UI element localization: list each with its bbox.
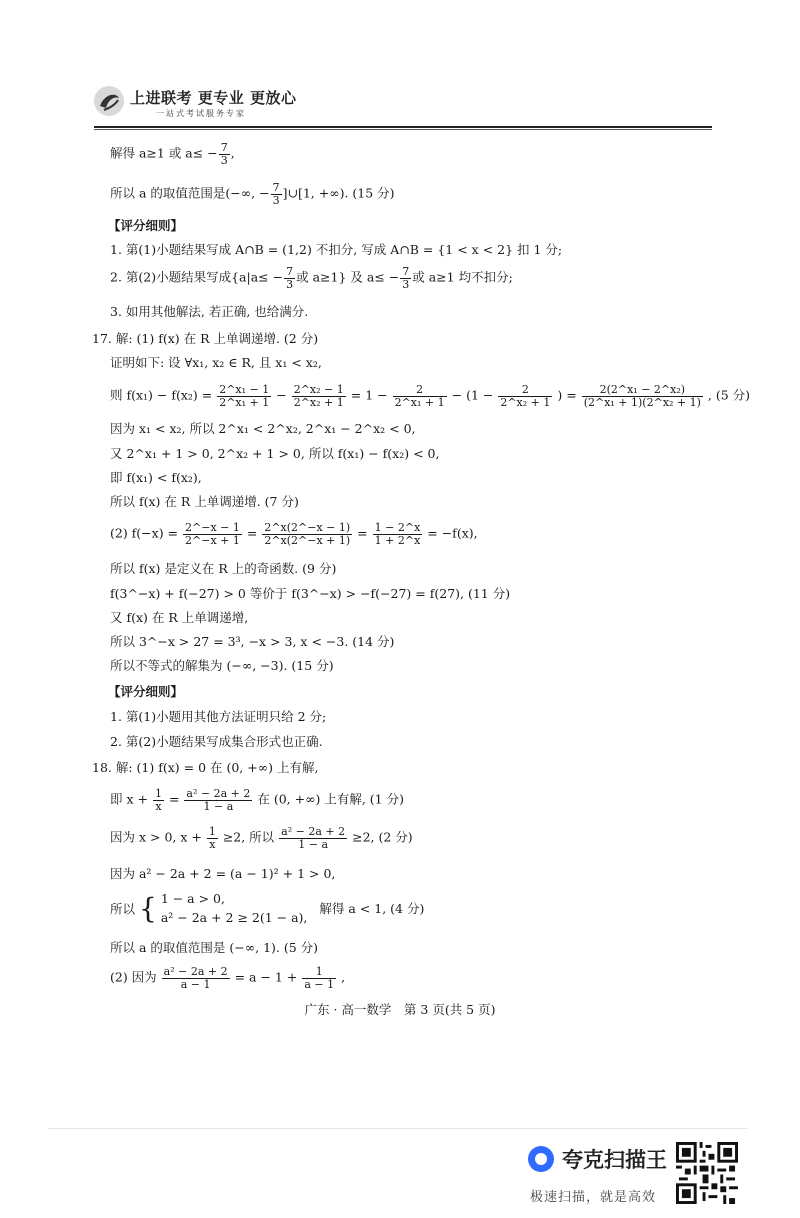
solution-line: 即 f(x₁) < f(x₂), xyxy=(110,470,202,485)
grading-rules-title: 【评分细则】 xyxy=(108,684,184,699)
solution-line: 所以不等式的解集为 (−∞, −3). (15 分) xyxy=(110,658,334,673)
question-18-answer: 18. 解: (1) f(x) = 0 在 (0, +∞) 上有解, xyxy=(92,760,319,775)
solution-line: 所以 a 的取值范围是(−∞, − $\frac{7}{3}$ ]∪[1, +∞). (15 分) xyxy=(110,181,395,207)
solution-line: 所以 f(x) 是定义在 R 上的奇函数. (9 分) xyxy=(110,561,337,576)
quark-scanner-logo-icon xyxy=(528,1146,554,1172)
brand-slogan: 上进联考 更专业 更放心 xyxy=(130,89,297,107)
solution-line: 所以 f(x) 在 R 上单调递增. (7 分) xyxy=(110,494,299,509)
solution-line: 解得 a≥1 或 a≤ − $\frac{7}{3}$ , xyxy=(110,141,235,167)
scanner-app-name: 夸克扫描王 xyxy=(562,1148,667,1172)
watermark-divider xyxy=(48,1128,748,1129)
solution-system: 所以 { 1 − a > 0, a² − 2a + 2 ≥ 2(1 − a), 解得 a < 1, (4 分) xyxy=(110,891,425,925)
solution-line: (2) f(−x) = $\frac{2\^{}-x - 1}{2\^{}-x + 1}$ = $\frac{2\^{}x(2\^{}-x - 1)}{2\^{}x(2\^{}-x + 1)}$ = $\frac{1 - 2\^{}x}{1 + 2\^{}x}$ = −f(x), xyxy=(110,521,478,547)
solution-line: 证明如下: 设 ∀x₁, x₂ ∈ R, 且 x₁ < x₂, xyxy=(110,355,322,370)
solution-line: f(3^−x) + f(−27) > 0 等价于 f(3^−x) > −f(−27) = f(27), (11 分) xyxy=(110,586,511,601)
solution-line: 因为 a² − 2a + 2 = (a − 1)² + 1 > 0, xyxy=(110,866,336,881)
solution-line: 又 2^x₁ + 1 > 0, 2^x₂ + 1 > 0, 所以 f(x₁) − f(x₂) < 0, xyxy=(110,446,440,461)
brace-icon: { xyxy=(139,891,157,925)
grading-rule: 2. 第(2)小题结果写成{a|a≤ − $\frac{7}{3}$ 或 a≥1} 及 a≤ − $\frac{7}{3}$ 或 a≥1 均不扣分; xyxy=(110,265,513,291)
fraction: $\frac{7}{3}$ xyxy=(272,181,280,207)
solution-line: 所以 3^−x > 27 = 3³, −x > 3, x < −3. (14 分) xyxy=(110,634,395,649)
exam-header xyxy=(92,84,712,128)
header-divider xyxy=(94,126,712,128)
grading-rule: 2. 第(2)小题结果写成集合形式也正确. xyxy=(110,734,323,749)
grading-rule: 1. 第(1)小题用其他方法证明只给 2 分; xyxy=(110,709,327,724)
fraction: $\frac{7}{3}$ xyxy=(220,141,228,167)
solution-line: (2) 因为 $\frac{\text{a² − 2a + 2}}{a - 1}$ = a − 1 + $\frac{1}{a - 1}$ , xyxy=(110,965,346,991)
solution-line: 因为 x > 0, x + $\frac{1}{x}$ ≥2, 所以 $\frac{\text{a² − 2a + 2}}{1 - a}$ ≥2, (2 分) xyxy=(110,825,413,851)
qr-code-icon xyxy=(676,1142,738,1204)
question-17-answer: 17. 解: (1) f(x) 在 R 上单调递增. (2 分) xyxy=(92,331,319,346)
header-divider-thin xyxy=(94,129,712,130)
brand-logo-icon xyxy=(92,84,126,118)
solution-line: 所以 a 的取值范围是 (−∞, 1). (5 分) xyxy=(110,940,319,955)
solution-line: 又 f(x) 在 R 上单调递增, xyxy=(110,610,249,625)
solution-line: 因为 x₁ < x₂, 所以 2^x₁ < 2^x₂, 2^x₁ − 2^x₂ < 0, xyxy=(110,421,416,436)
solution-line: 则 f(x₁) − f(x₂) = $\frac{\text{2\textasciicircum{}x₁ − 1}}{\text{2\textasciicircum{}x₁ + 1}}$ − $\frac{\text{2\textasciicircum{}x₂ − 1}}{\text{2\textasciicircum{}x₂ + 1}}$ = 1 − $\frac{2}{\text{2\textasciicircum{}x₁ + 1}}$ − (1 − $\frac{2}{\text{2\textasciicircum{}x₂ + 1}}$ ) = $\frac{\text{2(2\textasciicircum{}x₁ − 2\textasciicircum{}x₂)}}{\text{(2\textasciicircum{}x₁ + 1)(2\textasciicircum{}x₂ + 1)}}$ , (5 分) xyxy=(110,383,751,409)
solution-line: 即 x + $\frac{1}{x}$ = $\frac{\text{a² − 2a + 2}}{1 - a}$ 在 (0, +∞) 上有解, (1 分) xyxy=(110,787,404,813)
grading-rules-title: 【评分细则】 xyxy=(108,218,184,233)
page-footer: 广东 · 高一数学 第 3 页(共 5 页) xyxy=(304,1002,496,1017)
scanner-slogan: 极速扫描，就是高效 xyxy=(530,1190,657,1205)
grading-rule: 1. 第(1)小题结果写成 A∩B = (1,2) 不扣分, 写成 A∩B = {1 < x < 2} 扣 1 分; xyxy=(110,242,563,257)
text: 解得 a≥1 或 a≤ − xyxy=(110,145,218,161)
grading-rule: 3. 如用其他解法, 若正确, 也给满分. xyxy=(110,304,309,319)
brand-subtitle: 一站式考试服务专家 xyxy=(156,109,246,118)
